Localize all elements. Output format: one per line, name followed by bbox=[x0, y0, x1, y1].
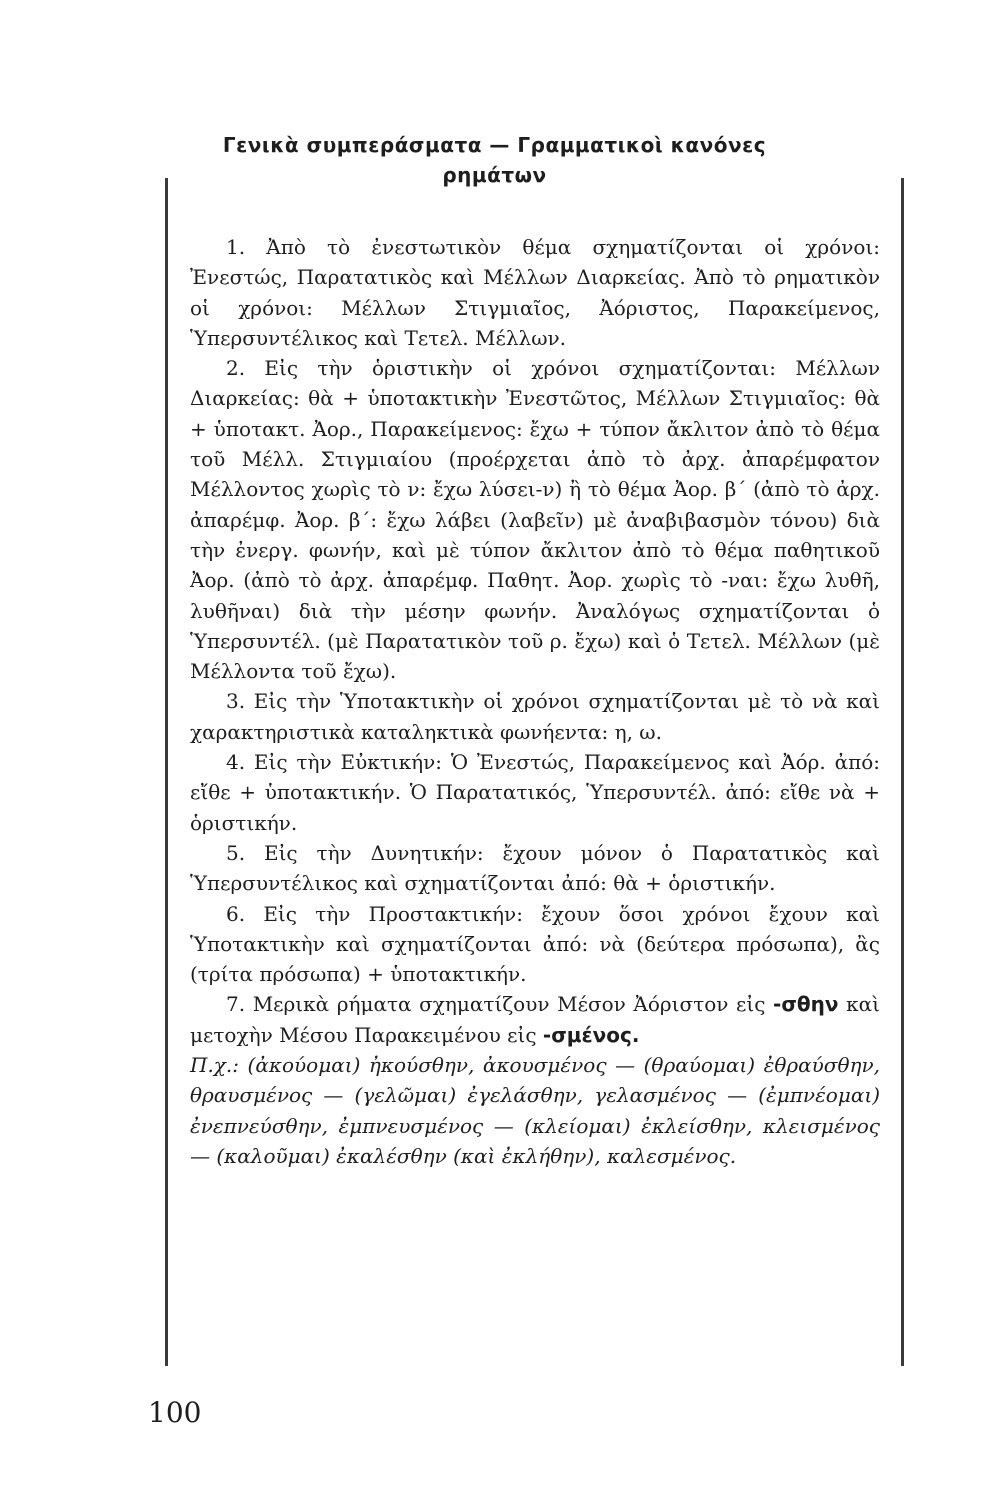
heading-line-1: Γενικὰ συμπεράσματα — Γραμματικοὶ κανόνες bbox=[222, 133, 767, 157]
left-margin-rule bbox=[165, 178, 168, 1366]
rules-body bbox=[190, 232, 880, 1171]
rule-7-text-middle: καὶ μετοχὴν Μέσου Παρακειμένου εἰς bbox=[190, 992, 880, 1047]
rule-paragraph-7 bbox=[190, 989, 880, 1050]
rule-7-ending-sthin: -σθην bbox=[773, 992, 839, 1017]
rule-7-text-start: 7. Μερικὰ ρήματα σχηματίζουν Μέσον Ἀόριστον εἰς bbox=[226, 992, 766, 1017]
rule-7-ending-smenos: -σμένος. bbox=[542, 1022, 640, 1047]
rule-7-examples: Π.χ.: (ἀκούομαι) ἠκούσθην, ἀκουσμένος — (θραύομαι) ἐθραύσθην, θραυσμένος — (γελῶμαι) ἐγελάσθην, γελασμένος — (ἐμπνέομαι) ἐνεπνεύσθην, ἐμπνευσμένος — (κλείομαι) ἐκλείσθην, κλεισμένος — (καλοῦμαι) ἐκαλέσθην (καὶ ἐκλήθην), καλεσμένος. bbox=[190, 1053, 880, 1168]
rule-paragraph-6: 6. Εἰς τὴν Προστακτικήν: ἔχουν ὅσοι χρόνοι ἔχουν καὶ Ὑποτακτικὴν καὶ σχηματίζονται ἀπό: νὰ (δεύτερα πρόσωπα), ἂς (τρίτα πρόσωπα) + ὑποτακτικήν. bbox=[190, 901, 880, 987]
rule-paragraph-5: 5. Εἰς τὴν Δυνητικήν: ἔχουν μόνον ὁ Παρατατικὸς καὶ Ὑπερσυντέλικος καὶ σχηματίζονται ἀπό: θὰ + ὁριστικήν. bbox=[190, 840, 880, 896]
rule-paragraph-1: 1. Ἀπὸ τὸ ἐνεστωτικὸν θέμα σχηματίζονται οἱ χρόνοι: Ἐνεστώς, Παρατατικὸς καὶ Μέλλων Διαρκείας. Ἀπὸ τὸ ρηματικὸν οἱ χρόνοι: Μέλλων Στιγμιαῖος, Ἀόριστος, Παρακείμενος, Ὑπερσυντέλικος καὶ Τετελ. Μέλλων. bbox=[190, 235, 880, 350]
rule-paragraph-3: 3. Εἰς τὴν Ὑποτακτικὴν οἱ χρόνοι σχηματίζονται μὲ τὸ νὰ καὶ χαρακτηριστικὰ καταληκτικὰ φωνήεντα: η, ω. bbox=[190, 689, 880, 744]
section-heading bbox=[0, 130, 989, 190]
right-margin-rule bbox=[901, 178, 904, 1366]
page-number: 100 bbox=[148, 1396, 202, 1429]
heading-line-2: ρημάτων bbox=[442, 163, 547, 187]
rule-paragraph-2: 2. Εἰς τὴν ὁριστικὴν οἱ χρόνοι σχηματίζονται: Μέλλων Διαρκείας: θὰ + ὑποτακτικὴν Ἐνεστῶτος, Μέλλων Στιγμιαῖος: θὰ + ὑποτακτ. Ἀορ., Παρακείμενος: ἔχω + τύπον ἄκλιτον ἀπὸ τὸ θέμα τοῦ Μέλλ. Στιγμιαίου (προέρχεται ἀπὸ τὸ ἀρχ. ἀπαρέμφατον Μέλλοντος χωρὶς τὸ ν: ἔχω λύσει-ν) ἢ τὸ θέμα Ἀορ. β΄ (ἀπὸ τὸ ἀρχ. ἀπαρέμφ. Ἀορ. β΄: ἔχω λάβει (λαβεῖν) μὲ ἀναβιβασμὸν τόνου) διὰ τὴν ἐνεργ. φωνήν, καὶ μὲ τύπον ἄκλιτον ἀπὸ τὸ θέμα παθητικοῦ Ἀορ. (ἀπὸ τὸ ἀρχ. ἀπαρέμφ. Παθητ. Ἀορ. χωρὶς τὸ -ναι: ἔχω λυθῆ, λυθῆναι) διὰ τὴν μέσην φωνήν. Ἀναλόγως σχηματίζονται ὁ Ὑπερσυντέλ. (μὲ Παρατατικὸν τοῦ ρ. ἔχω) καὶ ὁ Τετελ. Μέλλων (μὲ Μέλλοντα τοῦ ἔχω). bbox=[190, 356, 880, 684]
rule-paragraph-4: 4. Εἰς τὴν Εὐκτικήν: Ὁ Ἐνεστώς, Παρακείμενος καὶ Ἀόρ. ἀπό: εἴθε + ὑποτακτικήν. Ὁ Παρατατικός, Ὑπερσυντέλ. ἀπό: εἴθε νὰ + ὁριστικήν. bbox=[190, 750, 880, 835]
